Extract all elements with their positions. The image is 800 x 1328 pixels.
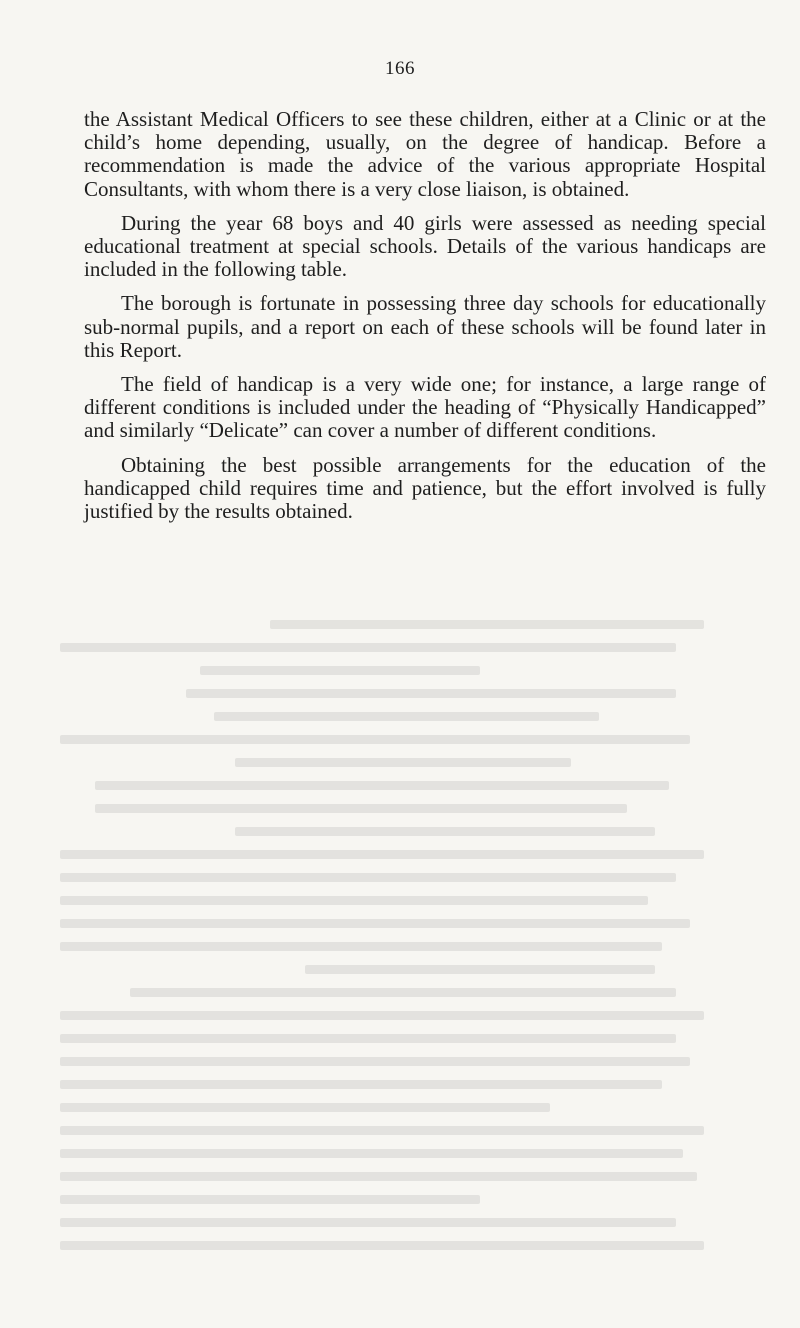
page-number: 166	[385, 58, 415, 79]
paragraph: During the year 68 boys and 40 girls were assessed as needing special educational treatment at special schools. Details of the various handicaps are included in the following table.	[84, 210, 766, 282]
body-text	[84, 108, 766, 534]
paragraph: The field of handicap is a very wide one; for instance, a large range of different conditions is included under the heading of “Physically Handicapped” and similarly “Delicate” can cover a number of different conditions.	[84, 372, 766, 443]
paragraph: Obtaining the best possible arrangements for the education of the handicapped child requires time and patience, but the effort involved is fully justified by the results obtained.	[84, 452, 766, 524]
paragraph: the Assistant Medical Officers to see these children, either at a Clinic or at the child’s home depending, usually, on the degree of handicap. Before a recommendation is made the advice of the various appropriate Hospital Consultants, with whom there is a very close liaison, is obtained.	[84, 107, 766, 201]
reverse-side-bleed-through	[60, 620, 760, 1300]
paragraph: The borough is fortunate in possessing three day schools for educationally sub-normal pupils, and a report on each of these schools will be found later in this Report.	[84, 291, 766, 362]
